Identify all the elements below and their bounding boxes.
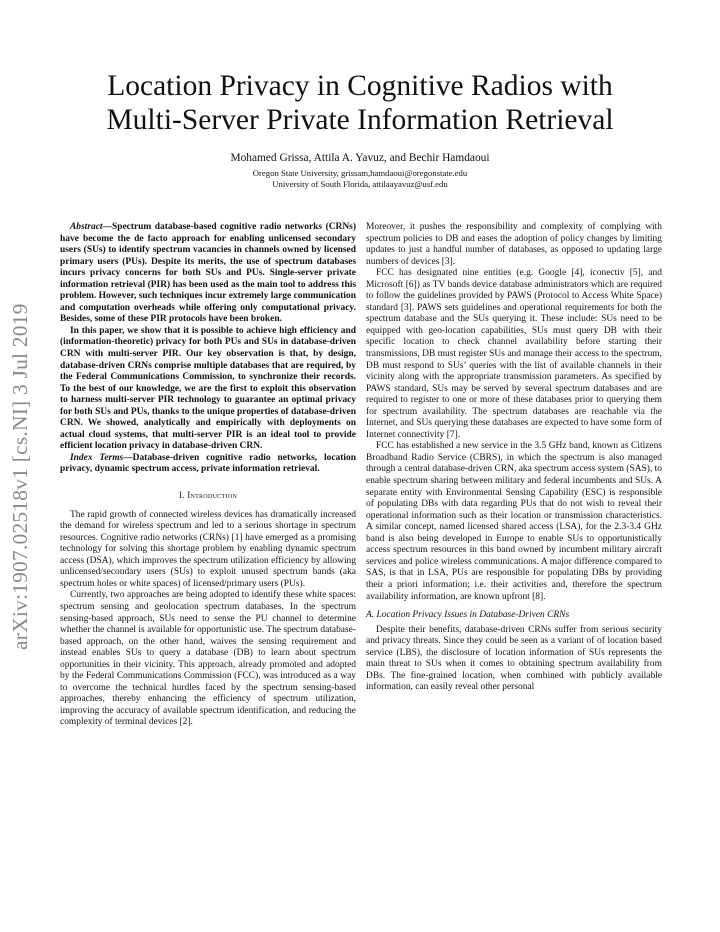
intro-paragraph-1: The rapid growth of connected wireless devices has dramatically increased the demand for wireless spectrum and led to a serious shortage in spectrum resources. Cognitive radio networks (CRNs) [1] have emerged as a promising technology for solving this shortage problem by enabling dynamic spectrum access (DSA), which improves the spectrum utilization efficiency by allowing unlicensed/secondary users (SUs) to exploit unused spectrum bands (aka spectrum holes or white spaces) of licensed/primary users (PUs). (60, 509, 356, 589)
subsection-heading-location-privacy: A. Location Privacy Issues in Database-Driven CRNs (366, 610, 570, 621)
title-line-2: Multi-Server Private Information Retrieval (106, 104, 614, 136)
author-list: Mohamed Grissa, Attila A. Yavuz, and Bechir Hamdaoui (230, 152, 490, 164)
title-line-1: Location Privacy in Cognitive Radios with (107, 70, 613, 102)
affiliation-oregon-state: Oregon State University, grissam,hamdaoui@oregonstate.edu (252, 168, 468, 178)
body-paragraph-fcc-entities: FCC has designated nine entities (e.g. Google [4], iconectiv [5], and Microsoft [6]) as TV bands device database administrators which are required to follow the guidelines provided by PAWS (Protocol to Access White Space) standard [3]. PAWS sets guidelines and operational requirements for both the spectrum database and the SUs querying it. These include: SUs need to be equipped with geo-location capabilities, SUs must query DB with their specific location to check channel availability before starting their transmissions, DB must register SUs and manage their access to the spectrum, DB must respond to SUs’ queries with the list of available channels in their vicinity along with the appropriate transmission parameters. As specified by PAWS standard, SUs may be served by several spectrum databases and are required to register to one or more of these databases prior to querying them for spectrum availability. The spectrum databases are reachable via the Internet, and SUs querying these databases are expected to have some form of Internet connectivity [7]. (366, 268, 662, 440)
affiliation-usf: University of South Florida, attilaayavuz@usf.edu (272, 178, 448, 189)
intro-paragraph-2: Currently, two approaches are being adopted to identify these white spaces: spectrum sensing and geolocation spectrum databases. In the spectrum sensing-based approach, SUs need to sense the PU channel to determine whether the channel is available for opportunistic use. The spectrum database-based approach, on the other hand, waives the sensing requirement and instead enables SUs to query a database (DB) to learn about spectrum opportunities in their vicinity. This approach, already promoted and adopted by the Federal Communications Commission (FCC), was introduced as a way to overcome the technical hurdles faced by the spectrum sensing-based approaches, thereby enhancing the efficiency of spectrum utilization, improving the accuracy of available spectrum identification, and reducing the complexity of terminal devices [2]. (60, 590, 356, 728)
body-paragraph-privacy-issues: Despite their benefits, database-driven CRNs suffer from serious security and privacy threats. Since they could be seen as a variant of of location based service (LBS), the disclosure of location information of SUs represents the main threat to SUs when it comes to obtaining spectrum availability from DBs. The fine-grained location, when combined with publicly available information, can easily reveal other personal (366, 624, 662, 693)
abstract (60, 222, 356, 326)
body-paragraph-cbrs: FCC has established a new service in the 3.5 GHz band, known as Citizens Broadband Radio Service (CBRS), in which the spectrum is also managed through a central database-driven CRN, aka spectrum access system (SAS), to enable spectrum sharing between military and federal incumbents and SUs. A separate entity with Environmental Sensing Capability (ESC) is responsible of populating DBs with data regarding PUs that do not wish to reveal their operational information such as their location or transmission characteristics. A similar concept, named licensed shared access (LSA), for the 2.3-3.4 GHz band is also being developed in Europe to enable SUs to opportunistically access spectrum resources in this band owned by incumbent military aircraft services and police wireless communications. A major difference compared to SAS, is that in LSA, PUs are responsible for populating DBs by providing their a priori information; i.e. their activities and, therefore the spectrum availability information, are known upfront [8]. (366, 441, 662, 602)
arxiv-margin-stamp[interactable]: arXiv:1907.02518v1 [cs.NI] 3 Jul 2019 (8, 303, 32, 650)
section-heading-introduction: I. Introduction (178, 490, 238, 501)
body-paragraph-continued: Moreover, it pushes the responsibility and complexity of complying with spectrum policies to DB and eases the adoption of policy changes by limiting updates to just a handful number of databases, as opposed to updating large numbers of devices [3]. (366, 222, 662, 267)
index-terms (60, 453, 356, 476)
right-column (366, 222, 662, 694)
abstract-label: Abstract (70, 222, 103, 232)
index-terms-label: Index Terms (70, 452, 124, 463)
index-terms-body: —Database-driven cognitive radio networks, location privacy, dynamic spectrum access, private information retrieval. (60, 452, 356, 475)
left-column (60, 222, 356, 729)
abstract-body: —Spectrum database-based cognitive radio networks (CRNs) have become the de facto approach for enabling unlicensed secondary users (SUs) to identify spectrum vacancies in channels owned by licensed primary users (PUs). Despite its merits, the use of spectrum databases incurs privacy concerns for both SUs and PUs. Single-server private information retrieval (PIR) has been used as the main tool to address this problem. However, such techniques incur extremely large communication and computation overheads while offering only computational privacy. Besides, some of these PIR protocols have been broken. (60, 222, 356, 325)
abstract-paragraph-2: In this paper, we show that it is possible to achieve high efficiency and (information-theoretic) privacy for both PUs and SUs in database-driven CRN with multi-server PIR. Our key observation is that, by design, database-driven CRNs comprise multiple databases that are required, by the Federal Communications Commission, to synchronize their records. To the best of our knowledge, we are the first to exploit this observation to harness multi-server PIR technology to guarantee an optimal privacy for both SUs and PUs, thanks to the unique properties of database-driven CRN. We showed, analytically and empirically with deployments on actual cloud systems, that multi-server PIR is an ideal tool to provide efficient location privacy in database-driven CRN. (60, 325, 356, 452)
paper-title (60, 69, 660, 137)
